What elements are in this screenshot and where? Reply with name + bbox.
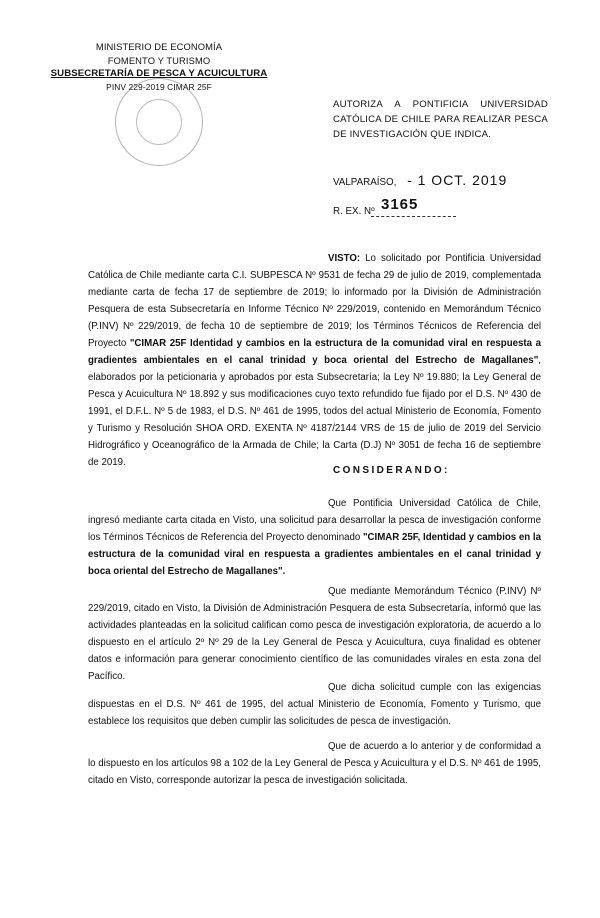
p1-text: Que Pontificia Universidad Católica de Chile, ingresó mediante carta citada en Visto, una solicitud para desarrollar la pesca de investigación conforme los Términos Técnicos de Referencia del Proyecto denominado — [88, 498, 541, 543]
rex-label: R. EX. Nº — [333, 206, 375, 217]
visto-lead: VISTO: — [328, 253, 361, 264]
considerando-paragraph-3 — [88, 679, 541, 730]
visto-project-title: "CIMAR 25F Identidad y cambios en la estructura de la comunidad viral en respuesta a gradientes ambientales en el canal trinidad y boca oriental del Estrecho de Magallanes" — [88, 338, 542, 366]
visto-text-1: Lo solicitado por Pontificia Universidad Católica de Chile mediante carta C.I. SUBPESCA Nº 9531 de fecha 29 de julio de 2019, complementada mediante carta de fecha 17 de septiembre de 2019; lo informado por la División de Administración Pesquera de esta Subsecretaría en Informe Técnico Nº 229/2019, contenido en Memorándum Técnico (P.INV) Nº 229/2019, de fecha 10 de septiembre de 2019; los Términos Técnicos de Referencia del Proyecto — [88, 253, 541, 349]
visto-text-2: , elaborados por la peticionaria y aprobados por esta Subsecretaría; la Ley Nº 19.880; la Ley General de Pesca y Acuicultura Nº 18.892 y sus modificaciones cuyo texto refundido fue fijado por el D.S. Nº 430 de 1991, el D.F.L. Nº 5 de 1983, el D.S. Nº 461 de 1995, todos del actual Ministerio de Economía, Fomento y Turismo y Resolución SHOA ORD. EXENTA Nº 4187/2144 VRS de 15 de julio de 2019 del Servicio Hidrográfico y Oceanográfico de la Armada de Chile; la Carta (D.J) Nº 3051 de fecha 16 de septiembre de 2019. — [88, 355, 541, 468]
official-seal-stamp — [115, 78, 203, 166]
p4-text: Que de acuerdo a lo anterior y de conformidad a lo dispuesto en los artículos 98 a 102 de la Ley General de Pesca y Acuicultura y el D.S. Nº 461 de 1995, citado en Visto, corresponde autorizar la pesca de investigación solicitada. — [88, 741, 541, 786]
subsecretaria-name: SUBSECRETARÍA DE PESCA Y ACUICULTURA — [50, 68, 268, 79]
p1-project-title: "CIMAR 25F, Identidad y cambios en la estructura de la comunidad viral en respuesta a gradientes ambientales en el canal trinidad y boca oriental del Estrecho de Magallanes". — [88, 532, 541, 577]
place: VALPARAÍSO, — [333, 177, 397, 188]
rex-number: 3165 — [381, 196, 419, 213]
ministry-name-2: FOMENTO Y TURISMO — [107, 54, 211, 66]
considerando-paragraph-2 — [88, 583, 541, 685]
date-stamp: - 1 OCT. 2019 — [407, 172, 508, 188]
considerando-paragraph-1 — [88, 495, 541, 580]
considerando-heading: CONSIDERANDO: — [333, 465, 450, 476]
p2-text: Que mediante Memorándum Técnico (P.INV) Nº 229/2019, citado en Visto, la División de Administración Pesquera de esta Subsecretaría, informó que las actividades planteadas en la solicitud califican como pesca de investigación exploratoria, de acuerdo a lo dispuesto en el artículo 2º Nº 29 de la Ley General de Pesca y Acuicultura, cuya finalidad es obtener datos e información para generar conocimiento científico de las comunidades virales en esta zona del Pacífico. — [88, 586, 541, 682]
place-date — [333, 172, 507, 188]
file-code: PINV 229-2019 CIMAR 25F — [106, 81, 212, 92]
ministry-name: MINISTERIO DE ECONOMÍA — [95, 41, 223, 52]
visto-paragraph — [88, 250, 541, 471]
considerando-paragraph-4 — [88, 738, 541, 789]
resolution-number — [333, 196, 419, 217]
rex-number-line — [371, 216, 456, 217]
p3-text: Que dicha solicitud cumple con las exigencias dispuestas en el D.S. Nº 461 de 1995, del actual Ministerio de Economía, Fomento y Turismo, que establece los requisitos que deben cumplir las solicitudes de pesca de investigación. — [88, 682, 541, 727]
resolution-subject: AUTORIZA A PONTIFICIA UNIVERSIDAD CATÓLICA DE CHILE PARA REALIZAR PESCA DE INVESTIGACIÓN QUE INDICA. — [333, 99, 548, 140]
